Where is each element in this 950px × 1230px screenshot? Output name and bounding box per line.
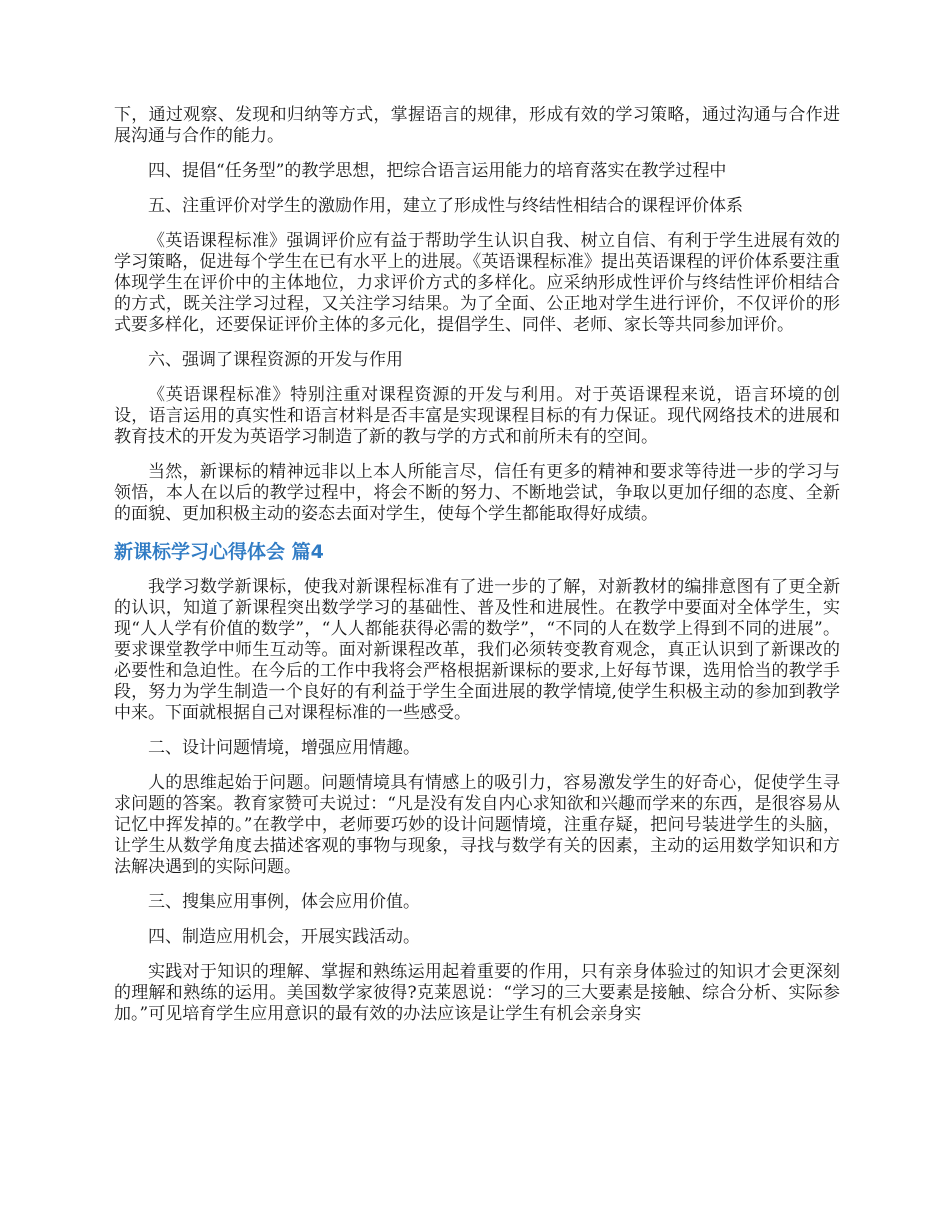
point-four-heading: 四、提倡“任务型”的教学思想，把综合语言运用能力的培育落实在教学过程中: [148, 161, 727, 181]
point-six-heading: 六、强调了课程资源的开发与作用: [148, 350, 403, 370]
paragraph-evaluation: 《英语课程标准》强调评价应有益于帮助学生认识自我、树立自信、有利于学生进展有效的学习策略，促进每个学生在已有水平上的进展。《英语课程标准》提出英语课程的评价体系要注重体现学生在评价中的主体地位，力求评价方式的多样化。应采纳形成性评价与终结性评价相结合的方式，既关注学习过程，又关注学习结果。为了全面、公正地对学生进行评价，不仅评价的形式要多样化，还要保证评价主体的多元化，提倡学生、同伴、老师、家长等共同参加评价。: [114, 231, 840, 335]
paragraph-practice: 实践对于知识的理解、掌握和熟练运用起着重要的作用，只有亲身体验过的知识才会更深刻的理解和熟练的运用。美国数学家彼得?克莱恩说：“学习的三大要素是接触、综合分析、实际参加。”可见培育学生应用意识的最有效的办法应该是让学生有机会亲身实: [114, 962, 840, 1024]
point-three-heading: 三、搜集应用事例，体会应用价值。: [148, 892, 420, 912]
point-five-heading: 五、注重评价对学生的激励作用，建立了形成性与终结性相结合的课程评价体系: [148, 196, 743, 216]
paragraph-intro: 我学习数学新课标，使我对新课程标准有了进一步的了解，对新教材的编排意图有了更全新的认识，知道了新课程突出数学学习的基础性、普及性和进展性。在教学中要面对全体学生，实现“人人学有价值的数学”，“人人都能获得必需的数学”，“不同的人在数学上得到不同的进展”。要求课堂教学中师生互动等。面对新课程改革，我们必须转变教育观念，真正认识到了新课改的必要性和急迫性。在今后的工作中我将会严格根据新课标的要求,上好每节课，选用恰当的教学手段，努力为学生制造一个良好的有利益于学生全面进展的教学情境,使学生积极主动的参加到教学中来。下面就根据自己对课程标准的一些感受。: [114, 577, 840, 723]
paragraph-resources: 《英语课程标准》特别注重对课程资源的开发与利用。对于英语课程来说，语言环境的创设，语言运用的真实性和语言材料是否丰富是实现课程目标的有力保证。现代网络技术的进展和教育技术的开发为英语学习制造了新的教与学的方式和前所未有的空间。: [114, 385, 840, 447]
section-heading: 新课标学习心得体会 篇4: [114, 541, 324, 563]
document-page: [114, 105, 840, 1039]
point-four-practice-heading: 四、制造应用机会，开展实践活动。: [148, 927, 420, 947]
paragraph-problem-situation: 人的思维起始于问题。问题情境具有情感上的吸引力，容易激发学生的好奇心，促使学生寻求问题的答案。教育家赞可夫说过：“凡是没有发自内心求知欲和兴趣而学来的东西，是很容易从记忆中挥发掉的。”在教学中，老师要巧妙的设计问题情境，注重存疑，把问号装进学生的头脑，让学生从数学角度去描述客观的事物与现象，寻找与数学有关的因素，主动的运用数学知识和方法解决遇到的实际问题。: [114, 773, 840, 877]
paragraph-continued: 下，通过观察、发现和归纳等方式，掌握语言的规律，形成有效的学习策略，通过沟通与合作进展沟通与合作的能力。: [114, 105, 840, 146]
point-two-heading: 二、设计问题情境，增强应用情趣。: [148, 738, 420, 758]
paragraph-conclusion: 当然，新课标的精神远非以上本人所能言尽，信任有更多的精神和要求等待进一步的学习与领悟，本人在以后的教学过程中，将会不断的努力、不断地尝试，争取以更加仔细的态度、全新的面貌、更加积极主动的姿态去面对学生，使每个学生都能取得好成绩。: [114, 462, 840, 524]
